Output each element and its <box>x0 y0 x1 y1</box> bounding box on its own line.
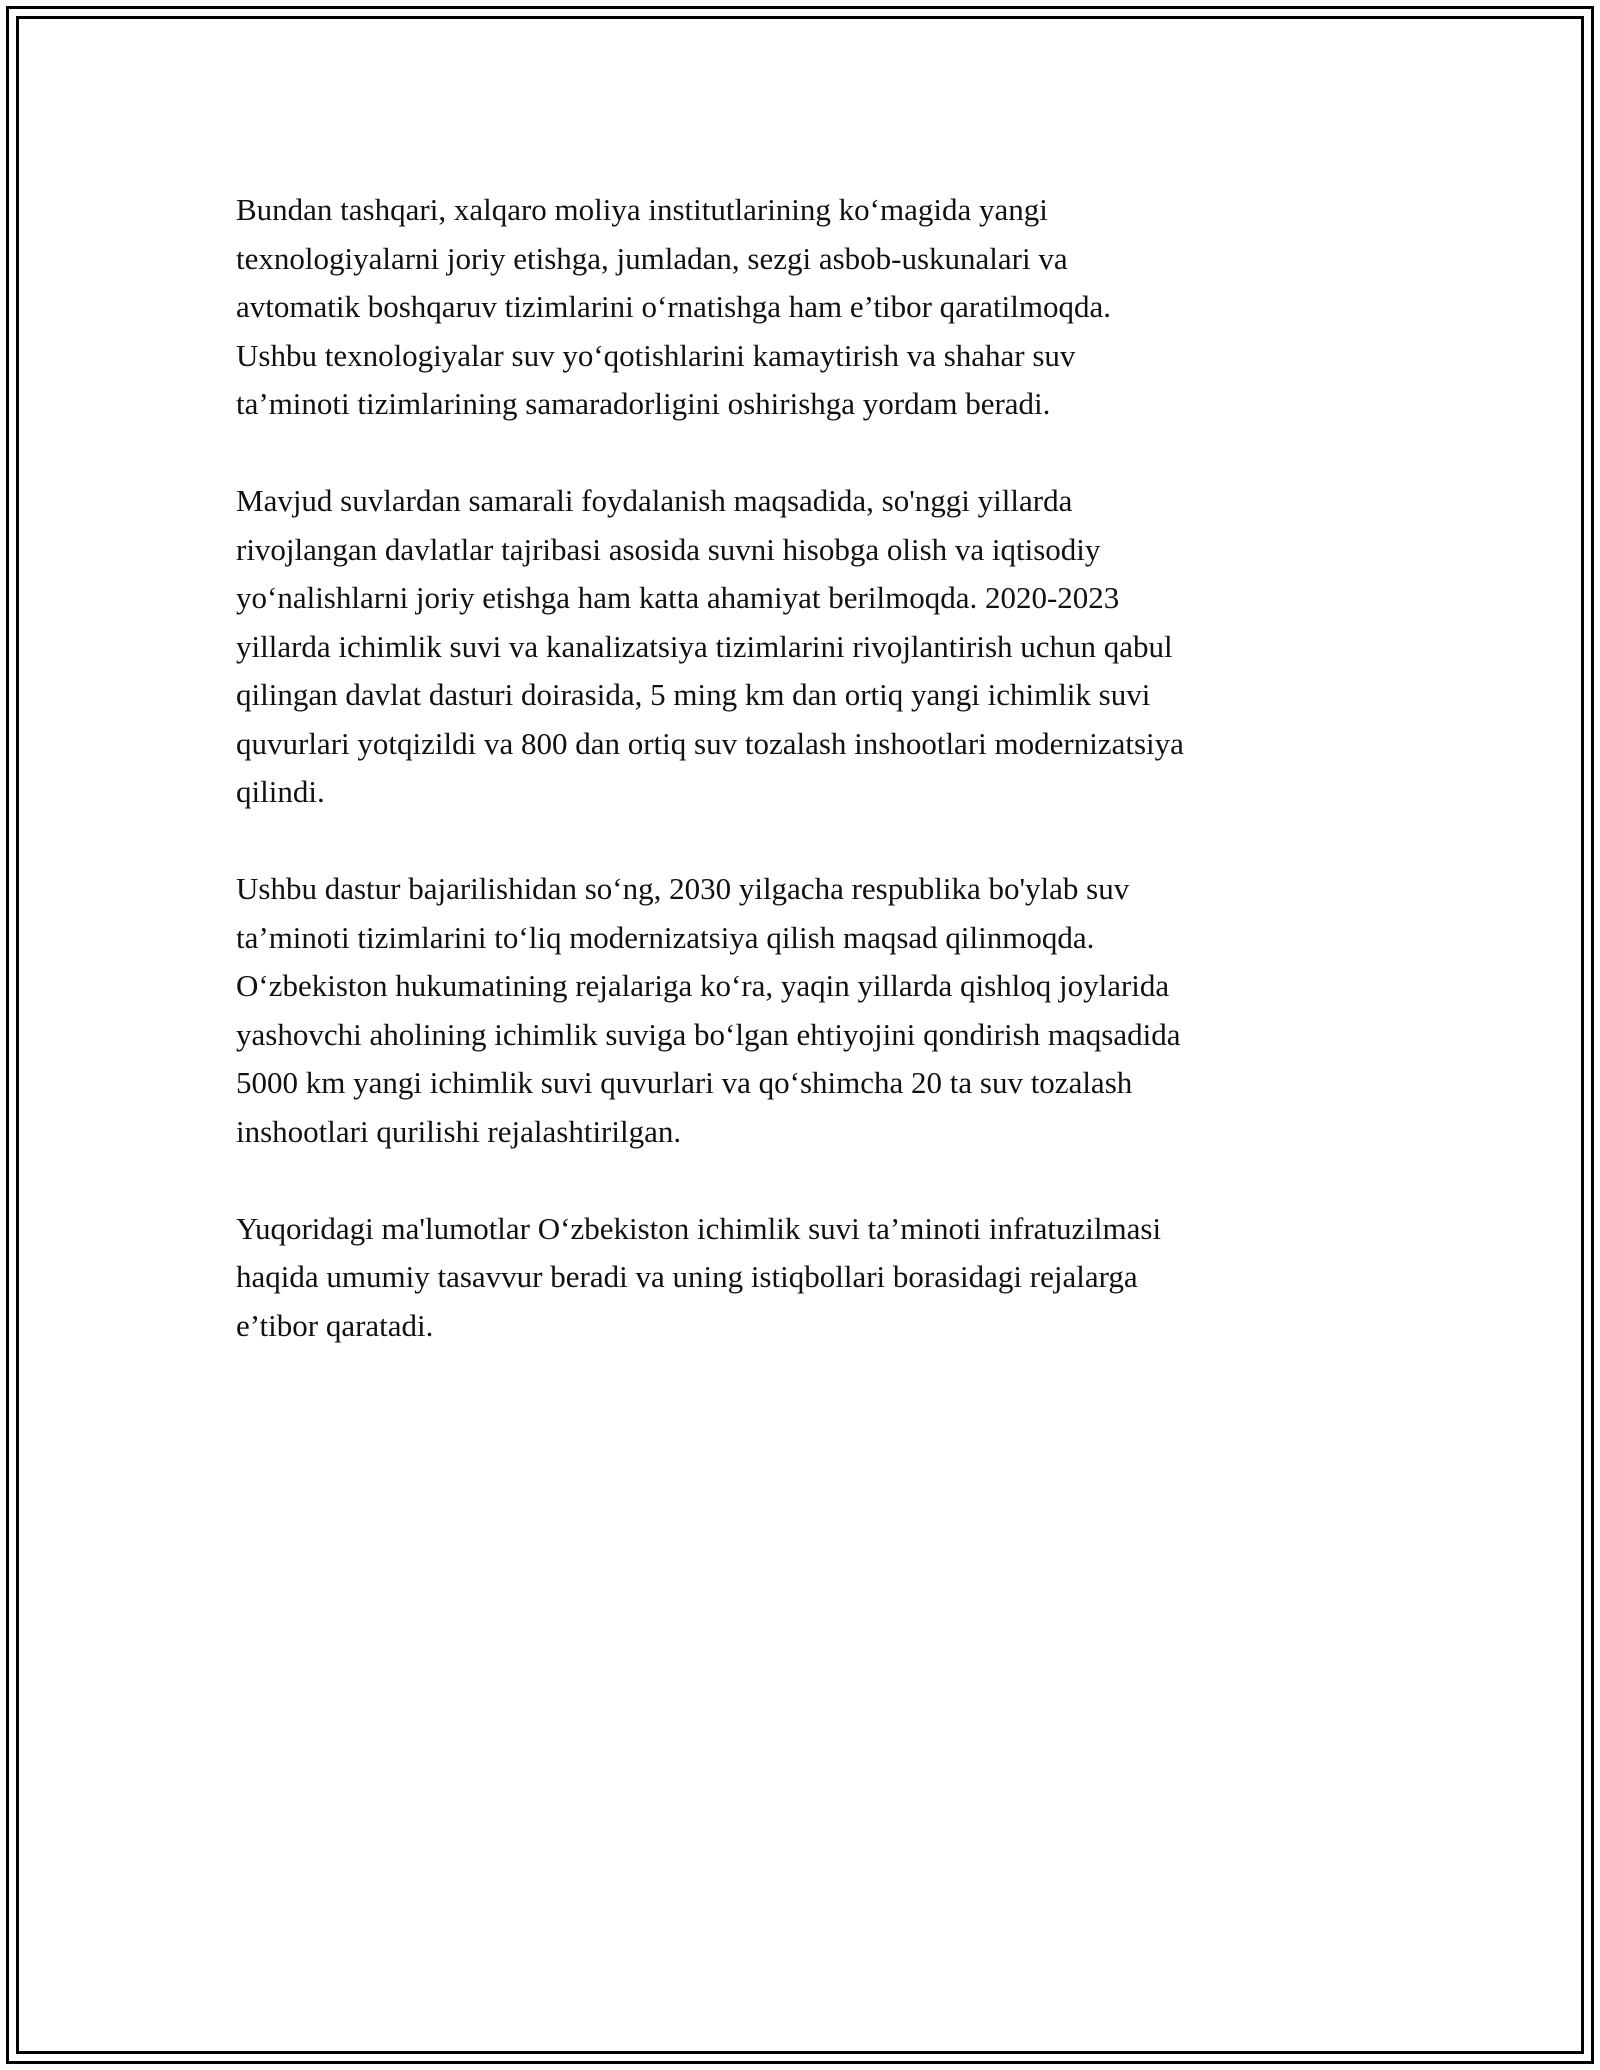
text-line: Yuqoridagi ma'lumotlar Oʻzbekiston ichimlik suvi ta’minoti infratuzilmasi <box>236 1210 1162 1246</box>
text-line: e’tibor qaratadi. <box>236 1307 434 1343</box>
text-line: Mavjud suvlardan samarali foydalanish maqsadida, so'nggi yillarda <box>236 483 1073 518</box>
paragraph-2 <box>236 477 1386 817</box>
paragraph-1 <box>236 186 1386 429</box>
text-line: ta’minoti tizimlarini toʻliq modernizatsiya qilish maqsad qilinmoqda. <box>236 919 1095 955</box>
text-line: inshootlari qurilishi rejalashtirilgan. <box>236 1113 682 1149</box>
text-line: quvurlari yotqizildi va 800 dan ortiq suv tozalash inshootlari modernizatsiya <box>236 725 1184 761</box>
text-line: ta’minoti tizimlarining samaradorligini oshirishga yordam beradi. <box>236 386 1051 421</box>
paragraph-3 <box>236 865 1386 1156</box>
text-line: yoʻnalishlarni joriy etishga ham katta ahamiyat berilmoqda. 2020-2023 <box>236 580 1120 615</box>
document-body <box>236 186 1386 1399</box>
text-line: Bundan tashqari, xalqaro moliya institutlarining koʻmagida yangi <box>236 192 1048 227</box>
text-line: Oʻzbekiston hukumatining rejalariga koʻra, yaqin yillarda qishloq joylarida <box>236 968 1170 1003</box>
text-line: 5000 km yangi ichimlik suvi quvurlari va qoʻshimcha 20 ta suv tozalash <box>236 1065 1133 1100</box>
text-line: qilingan davlat dasturi doirasida, 5 ming km dan ortiq yangi ichimlik suvi <box>236 677 1151 712</box>
text-line: qilindi. <box>236 774 325 809</box>
text-line: haqida umumiy tasavvur beradi va uning istiqbollari borasidagi rejalarga <box>236 1259 1138 1294</box>
text-line: yashovchi aholining ichimlik suviga boʻlgan ehtiyojini qondirish maqsadida <box>236 1016 1181 1052</box>
text-line: Ushbu texnologiyalar suv yoʻqotishlarini kamaytirish va shahar suv <box>236 337 1076 373</box>
text-line: Ushbu dastur bajarilishidan soʻng, 2030 yilgacha respublika bo'ylab suv <box>236 871 1130 906</box>
text-line: yillarda ichimlik suvi va kanalizatsiya tizimlarini rivojlantirish uchun qabul <box>236 628 1173 664</box>
text-line: avtomatik boshqaruv tizimlarini oʻrnatishga ham e’tibor qaratilmoqda. <box>236 289 1111 324</box>
paragraph-4 <box>236 1205 1386 1351</box>
text-line: rivojlangan davlatlar tajribasi asosida suvni hisobga olish va iqtisodiy <box>236 531 1101 567</box>
text-line: texnologiyalarni joriy etishga, jumladan, sezgi asbob-uskunalari va <box>236 240 1068 276</box>
